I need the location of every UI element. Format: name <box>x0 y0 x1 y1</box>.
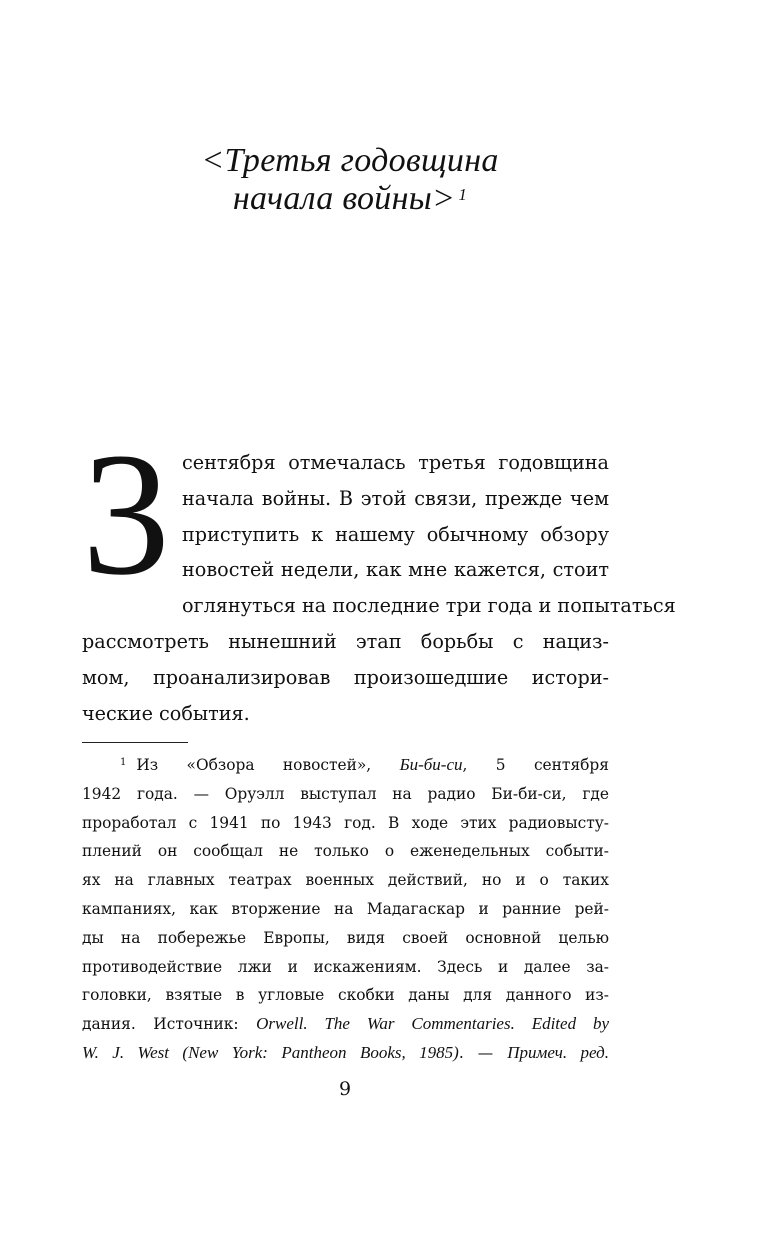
chapter-title-line-2-text: начала войны> <box>232 180 456 217</box>
footnote-dash: . — <box>458 1043 494 1062</box>
body-line: сентября отмечалась третья годовщина <box>182 451 609 474</box>
footnote-line: плений он сообщал не только о еженедельных событи- <box>82 842 609 861</box>
footnote-broadcaster: Би-би-си <box>399 755 463 774</box>
body-paragraph <box>82 417 676 731</box>
footnote-reference: 1 <box>458 185 468 204</box>
footnote <box>82 751 609 1068</box>
footnote-line <box>82 1039 609 1068</box>
body-line: рассмотреть нынешний этап борьбы с нациз- <box>82 629 609 653</box>
body-line: приступить к нашему обычному обзору <box>182 522 609 546</box>
chapter-title-line-2 <box>100 180 600 218</box>
footnote-line: ды на побережье Европы, видя своей основной целью <box>82 928 609 947</box>
body-line: оглянуться на последние три года и попытаться <box>182 594 676 618</box>
footnote-line: противодействие лжи и искажениям. Здесь и далее за- <box>82 957 609 976</box>
page-number: 9 <box>338 1078 352 1100</box>
chapter-title-line-1: <Третья годовщина <box>201 142 499 179</box>
footnote-line: 1942 года. — Оруэлл выступал на радио Би-би-си, где <box>82 784 609 803</box>
footnote-date: , 5 сентября <box>462 756 609 774</box>
footnote-line <box>82 751 609 780</box>
drop-cap: 3 <box>82 417 170 612</box>
footnote-mark: 1 <box>120 757 127 768</box>
body-line: новостей недели, как мне кажется, стоит <box>182 558 609 582</box>
footnote-editor-note: Примеч. ред. <box>507 1042 609 1062</box>
footnote-line: головки, взятые в угловые скобки даны для данного из- <box>82 986 609 1005</box>
footnote-separator <box>82 742 188 743</box>
body-line: начала войны. В этой связи, прежде чем <box>182 486 609 510</box>
footnote-line: кампаниях, как вторжение на Мадагаскар и ранние рей- <box>82 899 609 918</box>
footnote-line <box>82 1010 609 1039</box>
footnote-source-label: дания. Источник: <box>82 1015 239 1034</box>
chapter-title <box>100 142 600 218</box>
body-line: ческие события. <box>82 701 250 725</box>
body-line: мом, проанализировав произошедшие истори- <box>82 665 609 689</box>
footnote-citation-cont: W. J. West (New York: Pantheon Books, 1985) <box>82 1042 459 1062</box>
footnote-line: ях на главных театрах военных действий, но и о таких <box>82 871 609 890</box>
footnote-source: Из «Обзора новостей», <box>136 756 372 774</box>
footnote-citation: Orwell. The War Commentaries. Edited by <box>256 1014 609 1034</box>
footnote-line: проработал с 1941 по 1943 год. В ходе этих радиовысту- <box>82 813 609 832</box>
